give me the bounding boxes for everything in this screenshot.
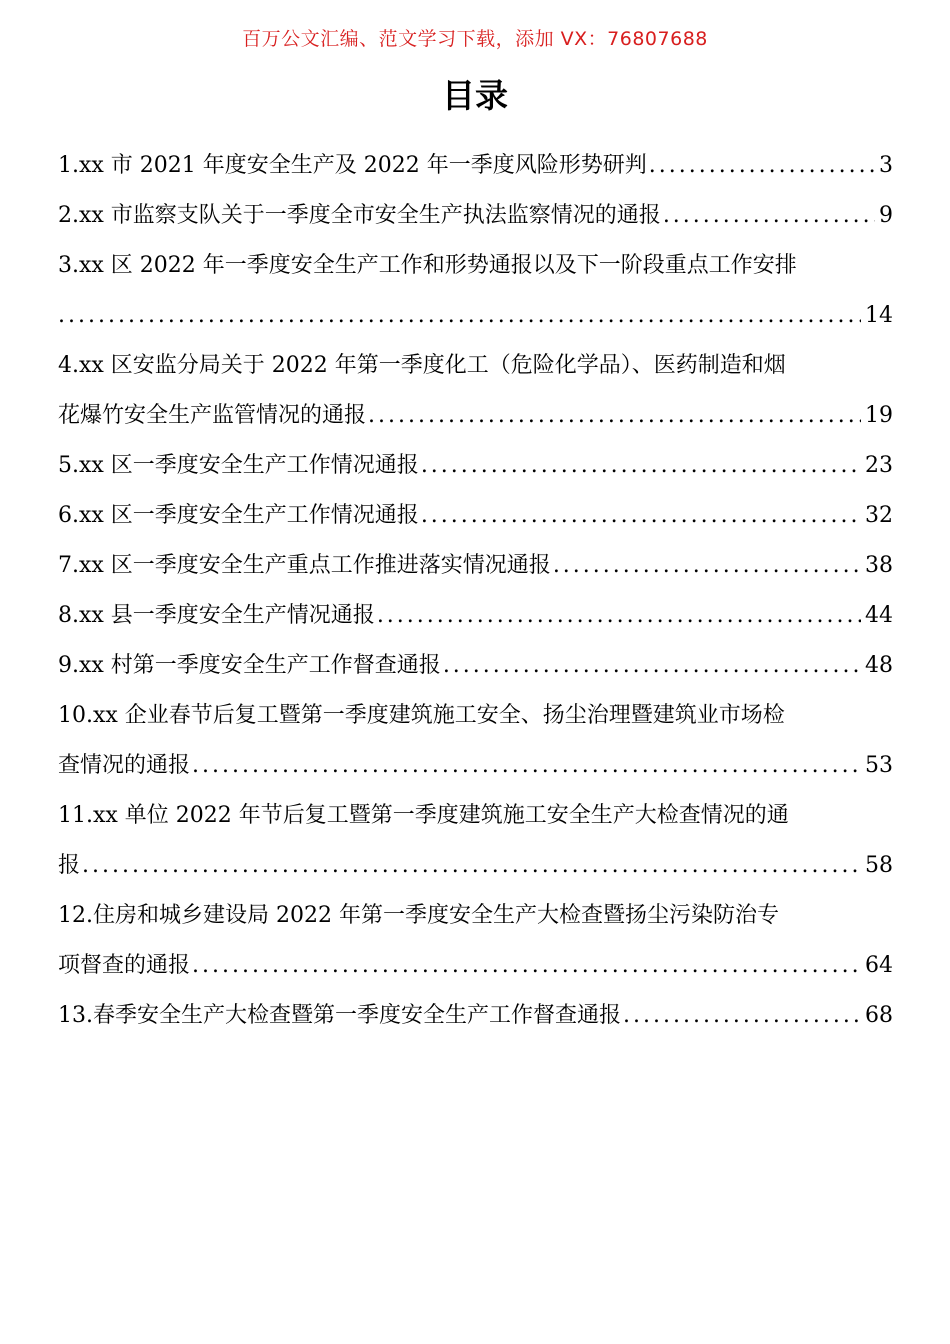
toc-entry[interactable] bbox=[58, 895, 893, 995]
toc-entry-line bbox=[58, 395, 893, 445]
toc-entry-line bbox=[58, 845, 893, 895]
toc-entry-title: 9.xx 村第一季度安全生产工作督查通报 bbox=[58, 653, 441, 678]
toc-page-number: 38 bbox=[865, 553, 893, 578]
toc-entry-line bbox=[58, 745, 893, 795]
toc-entry-line bbox=[58, 795, 893, 845]
toc-dot-leader bbox=[443, 645, 861, 687]
page-title: 目录 bbox=[442, 76, 508, 115]
toc-entry-title: 花爆竹安全生产监管情况的通报 bbox=[58, 403, 367, 428]
toc-entry-title: 5.xx 区一季度安全生产工作情况通报 bbox=[58, 453, 419, 478]
toc-entry-title: 12.住房和城乡建设局 2022 年第一季度安全生产大检查暨扬尘污染防治专 bbox=[58, 903, 779, 928]
toc-page-number: 48 bbox=[865, 653, 893, 678]
toc-dot-leader bbox=[663, 195, 875, 237]
toc-entry[interactable] bbox=[58, 445, 893, 495]
toc-page-number: 64 bbox=[865, 953, 893, 978]
toc-dot-leader bbox=[623, 995, 861, 1037]
toc-entry[interactable] bbox=[58, 345, 893, 445]
toc-dot-leader bbox=[82, 845, 861, 887]
table-of-contents bbox=[58, 145, 893, 1045]
toc-entry[interactable] bbox=[58, 595, 893, 645]
toc-entry-title: 7.xx 区一季度安全生产重点工作推进落实情况通报 bbox=[58, 553, 551, 578]
toc-page-number: 14 bbox=[865, 303, 893, 328]
toc-dot-leader bbox=[377, 595, 861, 637]
toc-entry-line bbox=[58, 545, 893, 595]
toc-entry-title: 13.春季安全生产大检查暨第一季度安全生产工作督查通报 bbox=[58, 1003, 621, 1028]
toc-entry-title: 10.xx 企业春节后复工暨第一季度建筑施工安全、扬尘治理暨建筑业市场检 bbox=[58, 703, 785, 728]
toc-entry-line bbox=[58, 995, 893, 1045]
toc-entry[interactable] bbox=[58, 545, 893, 595]
toc-entry-line bbox=[58, 645, 893, 695]
toc-entry[interactable] bbox=[58, 195, 893, 245]
toc-entry-line bbox=[58, 445, 893, 495]
toc-entry[interactable] bbox=[58, 245, 893, 345]
toc-page-number: 23 bbox=[865, 453, 893, 478]
toc-entry-title: 项督查的通报 bbox=[58, 953, 191, 978]
toc-dot-leader bbox=[192, 745, 861, 787]
toc-entry-title: 查情况的通报 bbox=[58, 753, 191, 778]
toc-dot-leader bbox=[421, 445, 861, 487]
toc-entry-line bbox=[58, 145, 893, 195]
toc-page-number: 44 bbox=[865, 603, 893, 628]
toc-page-number: 19 bbox=[865, 403, 893, 428]
toc-entry-line bbox=[58, 195, 893, 245]
toc-entry[interactable] bbox=[58, 495, 893, 545]
toc-page-number: 32 bbox=[865, 503, 893, 528]
toc-entry-line bbox=[58, 295, 893, 345]
toc-entry-title: 4.xx 区安监分局关于 2022 年第一季度化工（危险化学品）、医药制造和烟 bbox=[58, 353, 786, 378]
toc-dot-leader bbox=[58, 295, 861, 337]
toc-page-number: 9 bbox=[879, 203, 893, 228]
toc-entry[interactable] bbox=[58, 995, 893, 1045]
toc-entry[interactable] bbox=[58, 145, 893, 195]
toc-entry-line bbox=[58, 345, 893, 395]
toc-entry-line bbox=[58, 495, 893, 545]
toc-page-number: 53 bbox=[865, 753, 893, 778]
toc-entry-line bbox=[58, 895, 893, 945]
toc-dot-leader bbox=[649, 145, 875, 187]
toc-entry-line bbox=[58, 945, 893, 995]
toc-entry-title: 11.xx 单位 2022 年节后复工暨第一季度建筑施工安全生产大检查情况的通 bbox=[58, 803, 789, 828]
toc-entry-title: 6.xx 区一季度安全生产工作情况通报 bbox=[58, 503, 419, 528]
toc-entry[interactable] bbox=[58, 695, 893, 795]
toc-dot-leader bbox=[192, 945, 861, 987]
watermark-header: 百万公文汇编、范文学习下载，添加 VX：76807688 bbox=[242, 28, 708, 50]
toc-entry-title: 报 bbox=[58, 853, 81, 878]
toc-dot-leader bbox=[421, 495, 861, 537]
toc-entry-line bbox=[58, 245, 893, 295]
toc-entry-title: 8.xx 县一季度安全生产情况通报 bbox=[58, 603, 375, 628]
toc-page-number: 3 bbox=[879, 153, 893, 178]
toc-entry-title: 3.xx 区 2022 年一季度安全生产工作和形势通报以及下一阶段重点工作安排 bbox=[58, 253, 797, 278]
toc-entry[interactable] bbox=[58, 645, 893, 695]
toc-entry-title: 1.xx 市 2021 年度安全生产及 2022 年一季度风险形势研判 bbox=[58, 153, 647, 178]
toc-entry-title: 2.xx 市监察支队关于一季度全市安全生产执法监察情况的通报 bbox=[58, 203, 661, 228]
toc-dot-leader bbox=[553, 545, 861, 587]
toc-entry-line bbox=[58, 595, 893, 645]
toc-entry-line bbox=[58, 695, 893, 745]
toc-page-number: 58 bbox=[865, 853, 893, 878]
toc-page-number: 68 bbox=[865, 1003, 893, 1028]
toc-dot-leader bbox=[368, 395, 861, 437]
toc-entry[interactable] bbox=[58, 795, 893, 895]
